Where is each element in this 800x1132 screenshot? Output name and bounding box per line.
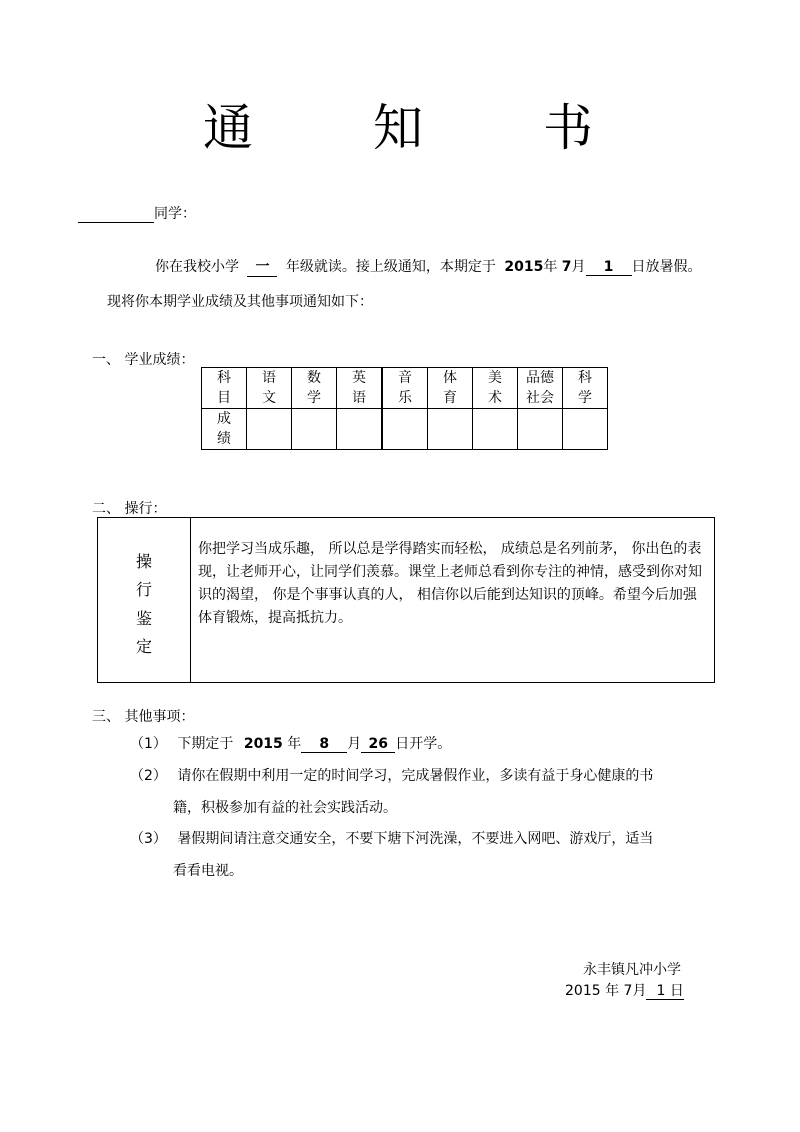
score-cell: [382, 409, 428, 450]
school-name: 永丰镇凡冲小学: [583, 962, 681, 978]
grades-table: [201, 367, 608, 450]
year-unit: 年: [287, 736, 302, 752]
conduct-label-char: 定: [136, 637, 153, 656]
intro-text: 日放暑假。: [631, 259, 702, 275]
month-unit: 月: [632, 983, 647, 999]
grade-blank: 一: [247, 256, 277, 277]
subject-cell: 体 育: [428, 368, 473, 409]
sign-day-blank: [646, 983, 683, 1000]
start-year: 2015: [243, 736, 283, 752]
score-cell: [292, 409, 337, 450]
subject-cell: 美 术: [473, 368, 518, 409]
title-char: 书: [543, 99, 593, 157]
conduct-box: [97, 517, 715, 683]
item-number: （1）: [130, 736, 167, 752]
other-item-2: [130, 765, 653, 785]
section-other-heading: 三、 其他事项：: [92, 709, 195, 725]
score-cell: [518, 409, 563, 450]
intro-line-2: 现将你本期学业成绩及其他事项通知如下：: [107, 294, 373, 310]
subject-cell: 语 文: [247, 368, 292, 409]
intro-line-1: [155, 256, 702, 277]
subject-cell: 科 学: [563, 368, 608, 409]
intro-text: 你在我校小学: [155, 259, 239, 275]
other-item-1: [130, 733, 451, 753]
other-item-3: [130, 828, 653, 848]
item-number: （3）: [130, 831, 167, 847]
day-unit: 日: [669, 983, 684, 999]
other-item-3-cont: 看看电视。: [173, 863, 243, 879]
start-month-blank: 8: [301, 736, 347, 753]
subject-cell: 品德 社会: [518, 368, 563, 409]
subject-cell: 音 乐: [382, 368, 428, 409]
row-label-score: 成 绩: [202, 409, 247, 450]
subject-cell: 英 语: [337, 368, 383, 409]
title-char: 通: [203, 99, 253, 157]
title-char: 知: [373, 99, 423, 157]
greeting-line: [78, 203, 196, 223]
conduct-comment: 你把学习当成乐趣， 所以总是学得踏实而轻松， 成绩总是名列前茅， 你出色的表现，让老师开心，让同学们羡慕。课堂上老师总看到你专注的神情，感受到你对知识的渴望， 你是个事事认真的人， 相信你以后能到达知识的顶峰。希望今后加强体育锻炼，提高抵抗力。: [198, 541, 702, 626]
year-unit: 年: [605, 983, 620, 999]
month-unit: 月: [347, 736, 362, 752]
item-text: 下期定于: [177, 736, 234, 752]
start-day-blank: 26: [361, 736, 395, 753]
intro-text: 年级就读。接上级通知，本期定于: [285, 259, 496, 275]
subject-cell: 数 学: [292, 368, 337, 409]
holiday-month: 7: [561, 259, 572, 275]
conduct-label: [98, 518, 191, 682]
item-text: 请你在假期中利用一定的时间学习，完成暑假作业，多读有益于身心健康的书: [177, 768, 654, 784]
sign-month: 7: [623, 983, 633, 999]
table-row: [202, 409, 608, 450]
student-name-blank: [78, 206, 154, 223]
score-cell: [247, 409, 292, 450]
conduct-label-char: 鉴: [136, 609, 153, 628]
row-label-subject: 科 目: [202, 368, 247, 409]
holiday-day-blank: 1: [586, 259, 632, 276]
sign-day: 1: [656, 983, 666, 999]
conduct-label-char: 行: [136, 580, 153, 599]
year-unit: 年: [543, 259, 558, 275]
greeting-suffix: 同学：: [154, 206, 196, 222]
conduct-label-char: 操: [136, 552, 153, 571]
score-cell: [337, 409, 383, 450]
table-row: [202, 368, 608, 409]
section-conduct-heading: 二、 操行：: [92, 501, 167, 517]
score-cell: [428, 409, 473, 450]
score-cell: [473, 409, 518, 450]
item-number: （2）: [130, 768, 167, 784]
item-text: 日开学。: [395, 736, 452, 752]
signature-date: [565, 980, 684, 1000]
section-academic-heading: 一、 学业成绩：: [92, 352, 195, 368]
holiday-year: 2015: [504, 259, 544, 275]
month-unit: 月: [571, 259, 586, 275]
other-item-2-cont: 籍，积极参加有益的社会实践活动。: [173, 800, 397, 816]
score-cell: [563, 409, 608, 450]
sign-year: 2015: [565, 983, 601, 999]
item-text: 暑假期间请注意交通安全，不要下塘下河洗澡，不要进入网吧、游戏厅，适当: [177, 831, 654, 847]
